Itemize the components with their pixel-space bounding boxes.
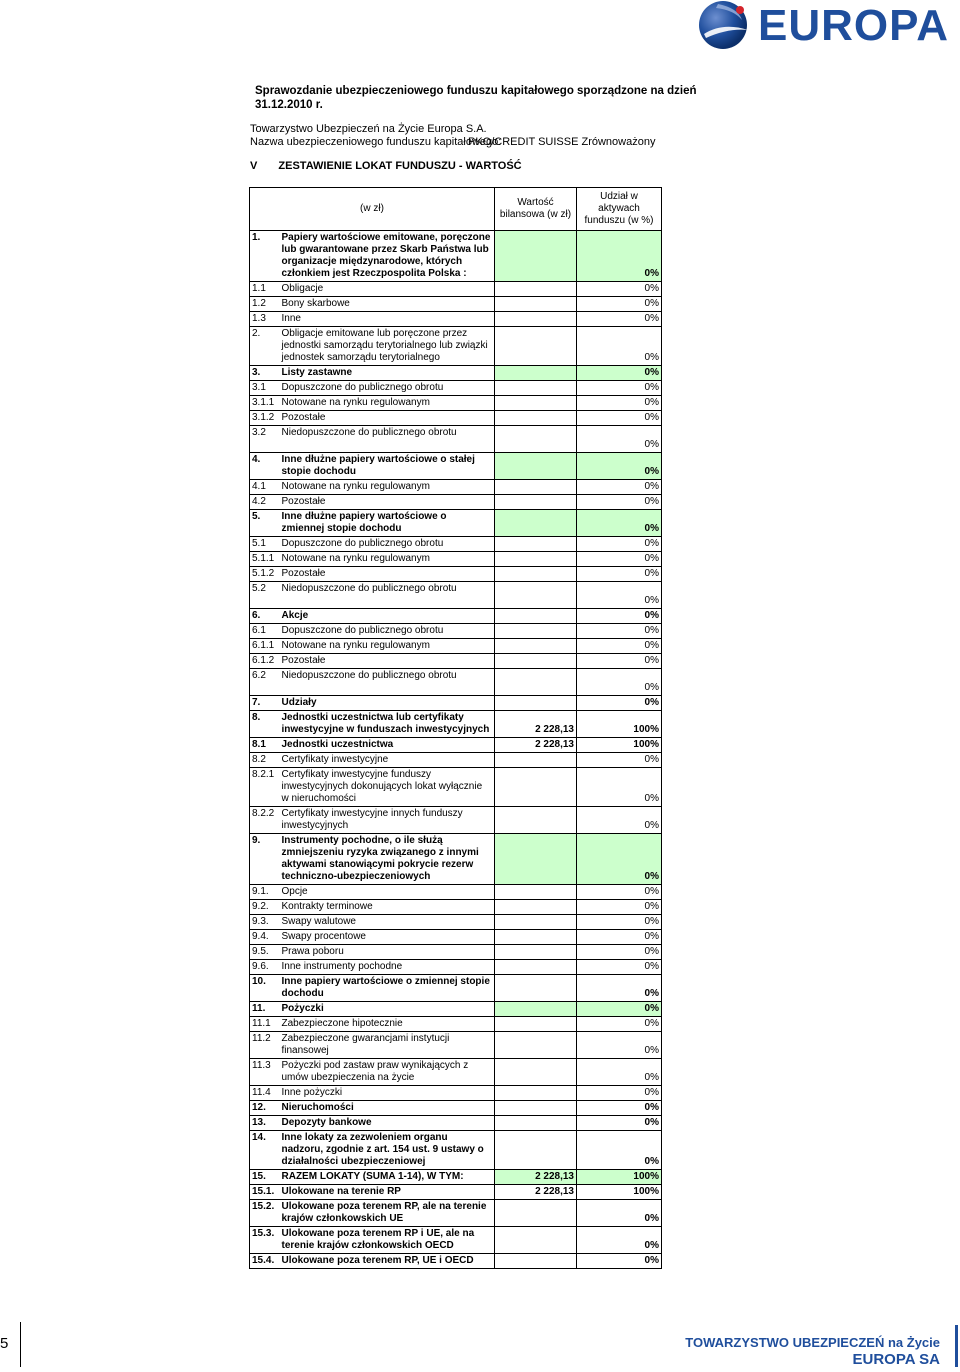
investment-table xyxy=(249,187,662,1269)
row-value xyxy=(495,609,577,624)
row-value xyxy=(495,1200,577,1227)
table-row xyxy=(250,510,662,537)
table-row xyxy=(250,1131,662,1170)
table-row xyxy=(250,639,662,654)
footer-divider xyxy=(20,1322,21,1367)
row-share: 0% xyxy=(577,807,662,834)
row-label: Pozostałe xyxy=(280,411,495,426)
table-row xyxy=(250,426,662,453)
row-label: Niedopuszczone do publicznego obrotu xyxy=(280,582,495,609)
row-value xyxy=(495,396,577,411)
row-label: Swapy walutowe xyxy=(280,915,495,930)
row-number: 4. xyxy=(250,453,280,480)
row-label: Listy zastawne xyxy=(280,366,495,381)
row-value xyxy=(495,366,577,381)
row-number: 5.1.2 xyxy=(250,567,280,582)
row-label: Niedopuszczone do publicznego obrotu xyxy=(280,669,495,696)
table-row xyxy=(250,960,662,975)
table-row xyxy=(250,1116,662,1131)
row-value xyxy=(495,975,577,1002)
row-share: 0% xyxy=(577,609,662,624)
table-row xyxy=(250,552,662,567)
row-label: Prawa poboru xyxy=(280,945,495,960)
row-label: Inne dłużne papiery wartościowe o zmiennej stopie dochodu xyxy=(280,510,495,537)
row-value xyxy=(495,639,577,654)
row-label: Swapy procentowe xyxy=(280,930,495,945)
table-row xyxy=(250,768,662,807)
header-value: Wartość bilansowa (w zł) xyxy=(495,188,577,231)
row-share: 100% xyxy=(577,1185,662,1200)
row-share: 0% xyxy=(577,366,662,381)
row-label: Obligacje xyxy=(280,282,495,297)
row-share: 0% xyxy=(577,1101,662,1116)
row-value: 2 228,13 xyxy=(495,738,577,753)
row-label: Papiery wartościowe emitowane, poręczone lub gwarantowane przez Skarb Państwa lub organizacje międzynarodowe, których członkiem jest Rzeczpospolita Polska : xyxy=(280,231,495,282)
row-number: 12. xyxy=(250,1101,280,1116)
row-number: 15.2. xyxy=(250,1200,280,1227)
row-share: 0% xyxy=(577,411,662,426)
row-number: 4.2 xyxy=(250,495,280,510)
table-row xyxy=(250,537,662,552)
table-row xyxy=(250,711,662,738)
table-row xyxy=(250,1017,662,1032)
row-number: 6.1.2 xyxy=(250,654,280,669)
row-label: Kontrakty terminowe xyxy=(280,900,495,915)
row-share: 0% xyxy=(577,639,662,654)
row-number: 5. xyxy=(250,510,280,537)
row-number: 9.5. xyxy=(250,945,280,960)
row-share: 0% xyxy=(577,1200,662,1227)
report-title: Sprawozdanie ubezpieczeniowego funduszu kapitałowego sporządzone na dzień 31.12.2010 r. xyxy=(255,85,697,111)
table-row xyxy=(250,231,662,282)
row-value xyxy=(495,510,577,537)
row-share: 0% xyxy=(577,381,662,396)
row-share: 0% xyxy=(577,552,662,567)
row-value xyxy=(495,537,577,552)
table-row xyxy=(250,753,662,768)
table-row xyxy=(250,297,662,312)
table-row xyxy=(250,1185,662,1200)
row-value xyxy=(495,312,577,327)
row-value xyxy=(495,753,577,768)
row-value xyxy=(495,411,577,426)
row-value xyxy=(495,426,577,453)
row-value xyxy=(495,231,577,282)
row-share: 0% xyxy=(577,885,662,900)
row-label: Inne lokaty za zezwoleniem organu nadzoru, zgodnie z art. 154 ust. 9 ustawy o działalności ubezpieczeniowej xyxy=(280,1131,495,1170)
row-number: 8.2 xyxy=(250,753,280,768)
table-row xyxy=(250,654,662,669)
row-share: 0% xyxy=(577,567,662,582)
table-row xyxy=(250,930,662,945)
row-value xyxy=(495,1032,577,1059)
row-value xyxy=(495,495,577,510)
row-share: 0% xyxy=(577,1032,662,1059)
header-share: Udział w aktywach funduszu (w %) xyxy=(577,188,662,231)
table-row xyxy=(250,624,662,639)
row-label: Notowane na rynku regulowanym xyxy=(280,480,495,495)
row-share: 0% xyxy=(577,945,662,960)
row-label: Pożyczki pod zastaw praw wynikających z umów ubezpieczenia na życie xyxy=(280,1059,495,1086)
row-label: Pozostałe xyxy=(280,567,495,582)
row-number: 8. xyxy=(250,711,280,738)
row-share: 0% xyxy=(577,834,662,885)
fund-name: PKO/CREDIT SUISSE Zrównoważony xyxy=(468,136,656,148)
row-value xyxy=(495,1101,577,1116)
row-number: 5.1.1 xyxy=(250,552,280,567)
table-row xyxy=(250,834,662,885)
table-row xyxy=(250,327,662,366)
section-title: ZESTAWIENIE LOKAT FUNDUSZU - WARTOŚĆ xyxy=(278,160,522,172)
row-share: 0% xyxy=(577,453,662,480)
row-value xyxy=(495,1002,577,1017)
table-row xyxy=(250,1002,662,1017)
row-number: 5.2 xyxy=(250,582,280,609)
row-number: 1. xyxy=(250,231,280,282)
table-row xyxy=(250,453,662,480)
table-row xyxy=(250,1254,662,1269)
row-value xyxy=(495,960,577,975)
row-number: 15.1. xyxy=(250,1185,280,1200)
row-number: 6. xyxy=(250,609,280,624)
table-row xyxy=(250,807,662,834)
globe-icon xyxy=(698,0,754,52)
row-share: 0% xyxy=(577,495,662,510)
table-row xyxy=(250,669,662,696)
row-label: Ulokowane poza terenem RP, UE i OECD xyxy=(280,1254,495,1269)
row-number: 13. xyxy=(250,1116,280,1131)
row-number: 1.1 xyxy=(250,282,280,297)
section-number: V xyxy=(250,160,258,172)
row-number: 3.2 xyxy=(250,426,280,453)
row-label: Notowane na rynku regulowanym xyxy=(280,552,495,567)
row-value xyxy=(495,1227,577,1254)
row-share: 0% xyxy=(577,582,662,609)
row-value xyxy=(495,282,577,297)
header-unit: (w zł) xyxy=(250,188,495,231)
row-number: 7. xyxy=(250,696,280,711)
table-row xyxy=(250,1086,662,1101)
row-number: 15.4. xyxy=(250,1254,280,1269)
row-label: Dopuszczone do publicznego obrotu xyxy=(280,381,495,396)
table-row xyxy=(250,696,662,711)
row-number: 15. xyxy=(250,1170,280,1185)
row-label: Pozostałe xyxy=(280,495,495,510)
row-share: 0% xyxy=(577,1059,662,1086)
row-label: Inne papiery wartościowe o zmiennej stopie dochodu xyxy=(280,975,495,1002)
row-label: Opcje xyxy=(280,885,495,900)
row-value xyxy=(495,1017,577,1032)
row-number: 11. xyxy=(250,1002,280,1017)
footer-accent-bar xyxy=(955,1325,958,1367)
table-row xyxy=(250,1101,662,1116)
row-value: 2 228,13 xyxy=(495,1170,577,1185)
row-value xyxy=(495,930,577,945)
footer-company xyxy=(685,1334,940,1368)
page-number: 5 xyxy=(0,1335,9,1352)
row-value xyxy=(495,915,577,930)
row-share: 0% xyxy=(577,282,662,297)
row-share: 0% xyxy=(577,1086,662,1101)
row-number: 15.3. xyxy=(250,1227,280,1254)
row-number: 14. xyxy=(250,1131,280,1170)
row-share: 0% xyxy=(577,669,662,696)
row-label: Obligacje emitowane lub poręczone przez jednostki samorządu terytorialnego lub związki jednostek samorządu terytorialnego xyxy=(280,327,495,366)
row-number: 11.2 xyxy=(250,1032,280,1059)
row-share: 0% xyxy=(577,1116,662,1131)
row-number: 9.2. xyxy=(250,900,280,915)
company-name: Towarzystwo Ubezpieczeń na Życie Europa S.A. xyxy=(250,123,487,135)
row-label: Bony skarbowe xyxy=(280,297,495,312)
row-value xyxy=(495,834,577,885)
table-row xyxy=(250,312,662,327)
row-number: 9.3. xyxy=(250,915,280,930)
row-label: Notowane na rynku regulowanym xyxy=(280,639,495,654)
row-value xyxy=(495,567,577,582)
row-share: 0% xyxy=(577,510,662,537)
row-share: 0% xyxy=(577,1254,662,1269)
row-share: 0% xyxy=(577,654,662,669)
row-value xyxy=(495,807,577,834)
row-value xyxy=(495,582,577,609)
row-share: 0% xyxy=(577,537,662,552)
table-row xyxy=(250,381,662,396)
row-share: 0% xyxy=(577,900,662,915)
row-label: Dopuszczone do publicznego obrotu xyxy=(280,537,495,552)
row-share: 0% xyxy=(577,696,662,711)
row-share: 0% xyxy=(577,915,662,930)
row-number: 11.1 xyxy=(250,1017,280,1032)
table-header-row xyxy=(250,188,662,231)
row-number: 2. xyxy=(250,327,280,366)
row-share: 0% xyxy=(577,297,662,312)
row-value xyxy=(495,297,577,312)
row-number: 1.3 xyxy=(250,312,280,327)
row-share: 0% xyxy=(577,1227,662,1254)
row-label: Ulokowane na terenie RP xyxy=(280,1185,495,1200)
row-value: 2 228,13 xyxy=(495,711,577,738)
row-number: 9.6. xyxy=(250,960,280,975)
row-value xyxy=(495,768,577,807)
row-value xyxy=(495,1254,577,1269)
row-number: 11.3 xyxy=(250,1059,280,1086)
row-number: 4.1 xyxy=(250,480,280,495)
row-label: Nieruchomości xyxy=(280,1101,495,1116)
row-label: Zabezpieczone hipotecznie xyxy=(280,1017,495,1032)
row-label: Jednostki uczestnictwa lub certyfikaty inwestycyjne w funduszach inwestycyjnych xyxy=(280,711,495,738)
europa-logo xyxy=(698,0,960,52)
row-number: 11.4 xyxy=(250,1086,280,1101)
row-number: 8.2.2 xyxy=(250,807,280,834)
row-value xyxy=(495,669,577,696)
table-row xyxy=(250,915,662,930)
row-label: Ulokowane poza terenem RP, ale na terenie krajów członkowskich UE xyxy=(280,1200,495,1227)
row-share: 0% xyxy=(577,1017,662,1032)
row-number: 1.2 xyxy=(250,297,280,312)
row-number: 5.1 xyxy=(250,537,280,552)
row-number: 9.1. xyxy=(250,885,280,900)
row-value xyxy=(495,654,577,669)
row-share: 100% xyxy=(577,711,662,738)
footer-company-line2: EUROPA SA xyxy=(852,1351,940,1368)
row-label: Instrumenty pochodne, o ile służą zmniejszeniu ryzyka związanego z innymi aktywami stanowiącymi pokrycie rezerw techniczno-ubezpieczeniowych xyxy=(280,834,495,885)
table-row xyxy=(250,1059,662,1086)
row-share: 0% xyxy=(577,753,662,768)
row-label: Jednostki uczestnictwa xyxy=(280,738,495,753)
row-label: Inne dłużne papiery wartościowe o stałej stopie dochodu xyxy=(280,453,495,480)
row-value xyxy=(495,1059,577,1086)
row-share: 0% xyxy=(577,624,662,639)
row-label: Inne instrumenty pochodne xyxy=(280,960,495,975)
table-row xyxy=(250,582,662,609)
row-share: 0% xyxy=(577,768,662,807)
row-value xyxy=(495,885,577,900)
table-row xyxy=(250,738,662,753)
row-share: 0% xyxy=(577,930,662,945)
table-row xyxy=(250,885,662,900)
fund-label: Nazwa ubezpieczeniowego funduszu kapitałowego: xyxy=(250,136,502,148)
row-share: 0% xyxy=(577,426,662,453)
row-label: Zabezpieczone gwarancjami instytucji finansowej xyxy=(280,1032,495,1059)
footer-company-line1: TOWARZYSTWO UBEZPIECZEŃ na Życie xyxy=(685,1335,940,1350)
section-heading xyxy=(250,160,522,172)
table-row xyxy=(250,366,662,381)
table-row xyxy=(250,495,662,510)
table-row xyxy=(250,567,662,582)
row-share: 0% xyxy=(577,396,662,411)
row-share: 0% xyxy=(577,1131,662,1170)
row-number: 8.2.1 xyxy=(250,768,280,807)
row-label: Akcje xyxy=(280,609,495,624)
row-number: 6.1.1 xyxy=(250,639,280,654)
table-row xyxy=(250,1170,662,1185)
row-number: 8.1 xyxy=(250,738,280,753)
row-share: 0% xyxy=(577,231,662,282)
row-label: Certyfikaty inwestycyjne innych funduszy inwestycyjnych xyxy=(280,807,495,834)
row-label: Certyfikaty inwestycyjne xyxy=(280,753,495,768)
row-label: Niedopuszczone do publicznego obrotu xyxy=(280,426,495,453)
row-label: Certyfikaty inwestycyjne funduszy inwestycyjnych dokonujących lokat wyłącznie w nieruchomości xyxy=(280,768,495,807)
row-value xyxy=(495,552,577,567)
row-value xyxy=(495,624,577,639)
row-share: 100% xyxy=(577,738,662,753)
row-label: Udziały xyxy=(280,696,495,711)
row-number: 3. xyxy=(250,366,280,381)
row-label: Pożyczki xyxy=(280,1002,495,1017)
row-label: RAZEM LOKATY (SUMA 1-14), W TYM: xyxy=(280,1170,495,1185)
table-row xyxy=(250,945,662,960)
row-number: 10. xyxy=(250,975,280,1002)
row-number: 3.1.2 xyxy=(250,411,280,426)
row-share: 0% xyxy=(577,312,662,327)
row-value xyxy=(495,696,577,711)
row-label: Ulokowane poza terenem RP i UE, ale na terenie krajów członkowskich OECD xyxy=(280,1227,495,1254)
row-number: 6.2 xyxy=(250,669,280,696)
table-row xyxy=(250,282,662,297)
row-share: 100% xyxy=(577,1170,662,1185)
row-label: Inne xyxy=(280,312,495,327)
logo-text: EUROPA xyxy=(758,1,949,50)
table-row xyxy=(250,975,662,1002)
row-value xyxy=(495,1086,577,1101)
row-label: Pozostałe xyxy=(280,654,495,669)
table-row xyxy=(250,1200,662,1227)
table-row xyxy=(250,480,662,495)
row-value xyxy=(495,945,577,960)
row-value xyxy=(495,1131,577,1170)
row-label: Depozyty bankowe xyxy=(280,1116,495,1131)
row-number: 9.4. xyxy=(250,930,280,945)
row-value xyxy=(495,327,577,366)
fund-line xyxy=(250,136,656,148)
row-label: Inne pożyczki xyxy=(280,1086,495,1101)
row-value xyxy=(495,381,577,396)
row-number: 3.1 xyxy=(250,381,280,396)
row-share: 0% xyxy=(577,1002,662,1017)
table-row xyxy=(250,609,662,624)
row-value xyxy=(495,900,577,915)
table-row xyxy=(250,1032,662,1059)
table-row xyxy=(250,1227,662,1254)
row-number: 3.1.1 xyxy=(250,396,280,411)
row-share: 0% xyxy=(577,975,662,1002)
row-label: Notowane na rynku regulowanym xyxy=(280,396,495,411)
row-number: 6.1 xyxy=(250,624,280,639)
row-number: 9. xyxy=(250,834,280,885)
table-row xyxy=(250,900,662,915)
table-row xyxy=(250,411,662,426)
row-share: 0% xyxy=(577,327,662,366)
row-value xyxy=(495,480,577,495)
row-value xyxy=(495,453,577,480)
row-value xyxy=(495,1116,577,1131)
row-label: Dopuszczone do publicznego obrotu xyxy=(280,624,495,639)
table-row xyxy=(250,396,662,411)
row-share: 0% xyxy=(577,480,662,495)
row-value: 2 228,13 xyxy=(495,1185,577,1200)
row-share: 0% xyxy=(577,960,662,975)
